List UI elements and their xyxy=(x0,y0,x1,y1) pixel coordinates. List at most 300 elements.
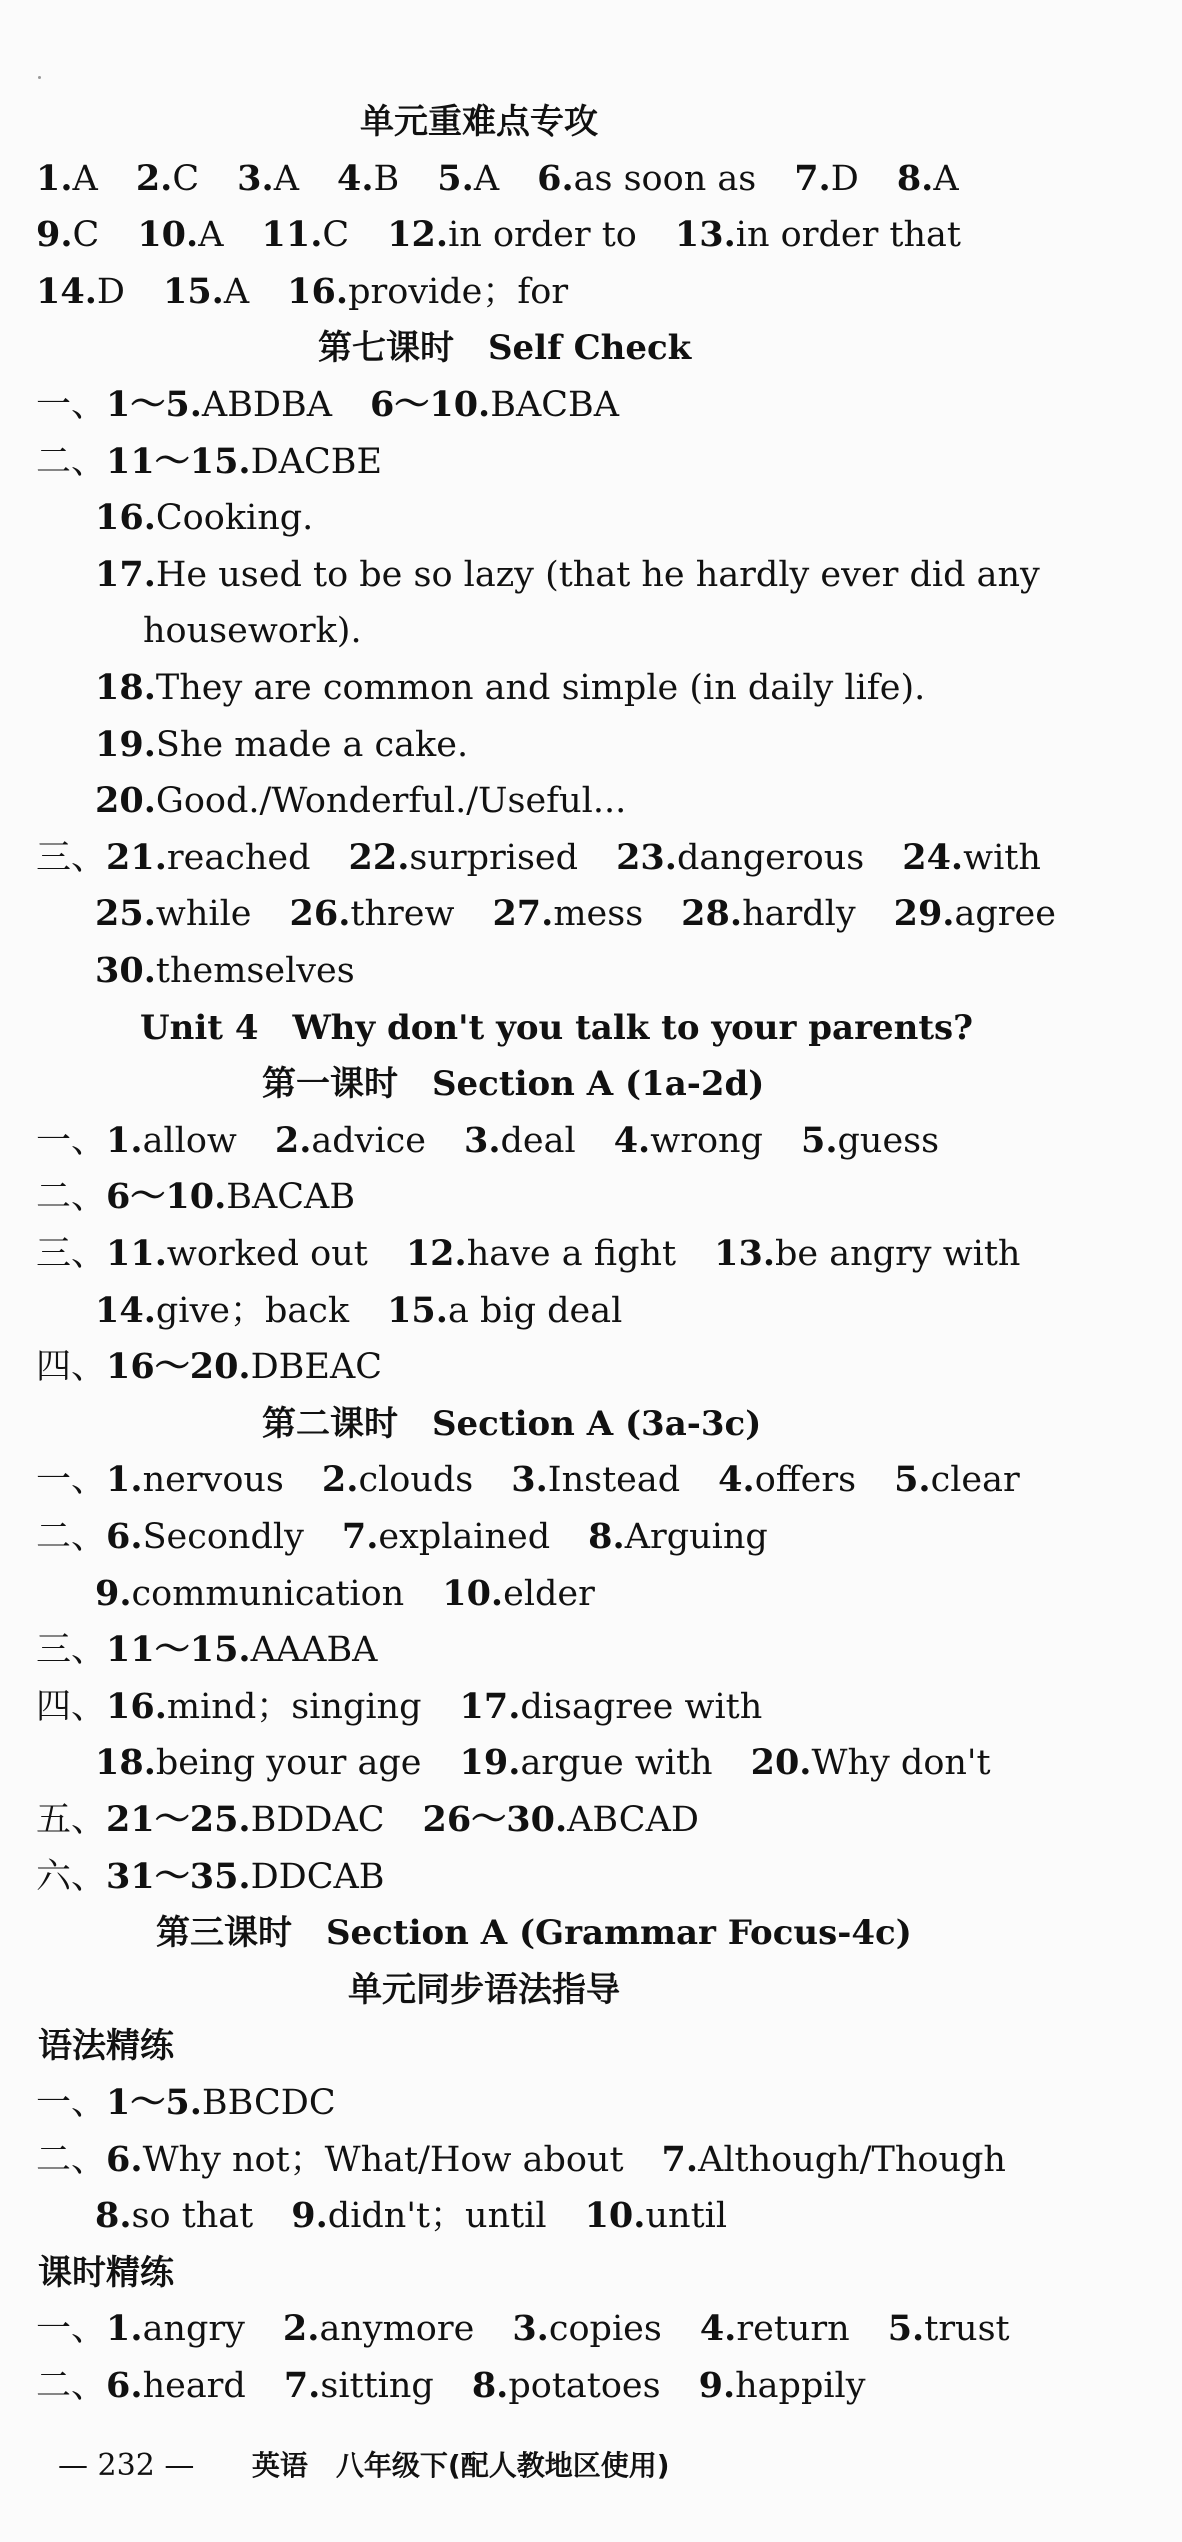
answer-item xyxy=(588,1517,768,1557)
question-number: 3. xyxy=(512,2308,549,2349)
answer-item xyxy=(902,838,1041,878)
question-number: 8. xyxy=(896,158,934,199)
question-number: 19. xyxy=(95,724,156,765)
answer-item xyxy=(349,838,579,878)
answer-text: Although/Though xyxy=(698,2140,1006,2180)
answer-line xyxy=(36,1679,1162,1735)
question-number: 6. xyxy=(106,1516,143,1557)
answer-item xyxy=(512,2309,662,2349)
answer-item xyxy=(36,215,99,255)
answer-text: provide；for xyxy=(348,272,569,312)
section-title-text: 单元同步语法指导 xyxy=(348,1970,620,2010)
answer-text: be angry with xyxy=(775,1234,1021,1274)
answer-item xyxy=(699,2366,866,2406)
answer-text: Why don't xyxy=(811,1743,991,1783)
question-number: 17. xyxy=(95,554,156,595)
answer-line xyxy=(95,547,1162,603)
question-number: 9. xyxy=(95,1573,132,1614)
answer-line xyxy=(95,2188,1162,2244)
question-number: 6. xyxy=(106,2365,143,2406)
answer-item xyxy=(511,1460,680,1500)
question-number: 30. xyxy=(95,950,156,991)
answer-text: surprised xyxy=(409,838,579,878)
answer-text: happily xyxy=(735,2366,866,2406)
question-number: 26. xyxy=(289,893,351,934)
answer-text: agree xyxy=(954,894,1056,934)
answer-text: C xyxy=(172,159,200,199)
part-marker: 二、 xyxy=(36,1177,107,1217)
answer-text: hardly xyxy=(742,894,856,934)
answer-text: trust xyxy=(924,2309,1010,2349)
section-title-text: Unit 4 Why don't you talk to your parents? xyxy=(140,1008,974,1048)
question-number: 3. xyxy=(511,1459,548,1500)
answer-line xyxy=(36,207,1162,263)
question-number: 2. xyxy=(274,1120,312,1161)
answer-item xyxy=(406,1234,676,1274)
answer-item xyxy=(370,385,619,425)
answer-text: didn't；until xyxy=(327,2196,547,2236)
question-number: 8. xyxy=(471,2365,509,2406)
answer-text: while xyxy=(155,894,252,934)
answer-item xyxy=(423,1800,699,1840)
answer-line xyxy=(95,1283,1162,1339)
question-number: 4. xyxy=(613,1120,651,1161)
answer-text: BBCDC xyxy=(201,2083,336,2123)
answer-line xyxy=(36,2301,1162,2357)
answer-item xyxy=(437,159,499,199)
question-number: 25. xyxy=(95,893,156,934)
answer-text: angry xyxy=(142,2309,245,2349)
question-number: 1～5. xyxy=(106,2082,202,2123)
part-marker: 五、 xyxy=(36,1800,107,1840)
answer-text: ABDBA xyxy=(201,385,332,425)
answer-item xyxy=(472,2366,661,2406)
answer-text: return xyxy=(736,2309,850,2349)
answer-item xyxy=(337,159,399,199)
part-marker: 二、 xyxy=(36,1517,107,1557)
part-marker: 二、 xyxy=(36,2366,107,2406)
answer-item xyxy=(136,159,199,199)
answer-text: A xyxy=(198,215,224,255)
question-number: 3. xyxy=(237,158,274,199)
answer-text: sitting xyxy=(320,2366,434,2406)
question-number: 4. xyxy=(336,158,374,199)
answer-line xyxy=(95,773,1162,829)
part-marker: 四、 xyxy=(36,1687,107,1727)
answer-item xyxy=(106,1177,355,1217)
question-number: 12. xyxy=(387,214,449,255)
question-number: 13. xyxy=(714,1233,776,1274)
answer-item xyxy=(537,159,756,199)
section-title xyxy=(0,1905,1182,1961)
answer-text: Arguing xyxy=(624,1517,768,1557)
question-number: 28. xyxy=(681,893,743,934)
answer-text: threw xyxy=(350,894,455,934)
answer-text: housework). xyxy=(143,611,362,651)
section-title xyxy=(0,320,1182,376)
answer-item xyxy=(322,1460,473,1500)
question-number: 14. xyxy=(36,271,97,312)
question-number: 10. xyxy=(584,2195,646,2236)
part-marker: 三、 xyxy=(36,1234,107,1274)
answer-item xyxy=(106,1630,377,1670)
answer-line xyxy=(36,151,1162,207)
question-number: 29. xyxy=(893,893,955,934)
answer-text: clear xyxy=(930,1460,1020,1500)
answer-item xyxy=(106,2366,246,2406)
answer-text: in order to xyxy=(448,215,637,255)
question-number: 5. xyxy=(894,1459,931,1500)
answer-item xyxy=(794,159,859,199)
question-number: 15. xyxy=(162,271,224,312)
answer-item xyxy=(106,1857,385,1897)
question-number: 1. xyxy=(106,1120,143,1161)
question-number: 4. xyxy=(718,1459,755,1500)
answer-line xyxy=(36,434,1162,490)
answer-text: communication xyxy=(131,1574,405,1614)
question-number: 5. xyxy=(800,1120,838,1161)
book-title: 英语 八年级下(配人教地区使用) xyxy=(251,2449,670,2482)
answer-text: D xyxy=(830,159,859,199)
subheading: 课时精练 xyxy=(38,2253,174,2293)
answer-item xyxy=(106,385,332,425)
question-number: 13. xyxy=(674,214,736,255)
answer-text: A xyxy=(933,159,959,199)
question-number: 17. xyxy=(459,1686,521,1727)
answer-item xyxy=(95,498,313,538)
part-marker: 一、 xyxy=(36,2083,107,2123)
question-number: 15. xyxy=(387,1290,448,1331)
answer-text: heard xyxy=(142,2366,246,2406)
page-number: — 232 — xyxy=(58,2448,195,2483)
answer-item xyxy=(95,951,355,991)
answer-text: give；back xyxy=(155,1291,350,1331)
answer-text: dangerous xyxy=(676,838,865,878)
answer-item xyxy=(442,1574,595,1614)
question-number: 16. xyxy=(106,1686,167,1727)
answer-text: argue with xyxy=(520,1743,713,1783)
answer-text: DDCAB xyxy=(250,1857,385,1897)
answer-text: anymore xyxy=(319,2309,475,2349)
answer-text: C xyxy=(322,215,350,255)
answer-text: A xyxy=(72,159,98,199)
answer-line xyxy=(95,660,1162,716)
answer-item xyxy=(275,1121,426,1161)
question-number: 6～10. xyxy=(369,384,491,425)
answer-text: nervous xyxy=(142,1460,284,1500)
answer-text: A xyxy=(273,159,299,199)
answer-item xyxy=(95,725,468,765)
question-number: 20. xyxy=(95,780,156,821)
answer-text: Secondly xyxy=(142,1517,304,1557)
answer-text: Good./Wonderful./Useful... xyxy=(155,781,627,821)
answer-item xyxy=(888,2309,1010,2349)
answer-item xyxy=(137,215,223,255)
answer-item xyxy=(464,1121,576,1161)
answer-text: worked out xyxy=(166,1234,368,1274)
answer-text: C xyxy=(72,215,100,255)
answer-text: She made a cake. xyxy=(155,725,469,765)
question-number: 2. xyxy=(321,1459,359,1500)
part-marker: 一、 xyxy=(36,1121,107,1161)
answer-item xyxy=(585,2196,727,2236)
answer-item xyxy=(342,1517,550,1557)
answer-text: being your age xyxy=(155,1743,422,1783)
answer-item xyxy=(106,2140,624,2180)
question-number: 5. xyxy=(887,2308,925,2349)
question-number: 12. xyxy=(405,1233,467,1274)
answer-text: offers xyxy=(754,1460,857,1500)
section-title-text: 第三课时 Section A (Grammar Focus-4c) xyxy=(156,1913,912,1953)
answer-item xyxy=(387,215,637,255)
answer-item xyxy=(616,838,864,878)
answer-line xyxy=(95,943,1162,999)
question-number: 1. xyxy=(106,2308,143,2349)
answer-text: He used to be so lazy (that he hardly ever did any xyxy=(155,555,1040,595)
answer-text: mind；singing xyxy=(166,1687,422,1727)
answer-text: with xyxy=(963,838,1041,878)
part-marker: 四、 xyxy=(36,1347,107,1387)
answer-line xyxy=(36,1452,1162,1508)
section-title xyxy=(0,1056,1182,1112)
answer-text: as soon as xyxy=(573,159,757,199)
question-number: 4. xyxy=(699,2308,737,2349)
question-number: 2. xyxy=(282,2308,320,2349)
answer-text: elder xyxy=(503,1574,595,1614)
question-number: 20. xyxy=(750,1742,812,1783)
answer-text: wrong xyxy=(650,1121,763,1161)
subheading: 语法精练 xyxy=(38,2026,174,2066)
question-number: 3. xyxy=(463,1120,501,1161)
answer-item xyxy=(106,1234,368,1274)
part-marker: 二、 xyxy=(36,442,107,482)
answer-item xyxy=(36,159,98,199)
question-number: 6. xyxy=(537,158,574,199)
answer-text: ABCAD xyxy=(567,1800,699,1840)
question-number: 21. xyxy=(106,837,167,878)
answer-line xyxy=(36,1622,1162,1678)
part-marker: 一、 xyxy=(36,1460,107,1500)
answer-line xyxy=(95,1566,1162,1622)
answer-line xyxy=(36,1226,1162,1282)
answer-item xyxy=(106,1121,237,1161)
answer-line xyxy=(36,1339,1162,1395)
answer-text: A xyxy=(223,272,250,312)
answer-item xyxy=(291,2196,546,2236)
section-title xyxy=(0,1000,1182,1056)
answer-item xyxy=(662,2140,1006,2180)
section-title xyxy=(0,1396,1182,1452)
question-number: 8. xyxy=(95,2195,132,2236)
answer-item xyxy=(36,272,125,312)
answer-item xyxy=(284,2366,434,2406)
answer-item xyxy=(714,1234,1020,1274)
question-number: 31～35. xyxy=(106,1856,251,1897)
part-marker: 三、 xyxy=(36,838,107,878)
answer-item xyxy=(681,894,855,934)
answer-text: copies xyxy=(548,2309,662,2349)
answer-text: AAABA xyxy=(250,1630,378,1670)
question-number: 16. xyxy=(287,271,349,312)
answer-text: A xyxy=(473,159,500,199)
answer-line xyxy=(36,377,1162,433)
answer-text: BACBA xyxy=(490,385,620,425)
answer-text: guess xyxy=(837,1121,940,1161)
answer-line xyxy=(36,2132,1162,2188)
answer-line xyxy=(95,886,1162,942)
question-number: 16～20. xyxy=(106,1346,251,1387)
question-number: 19. xyxy=(459,1742,521,1783)
answer-item xyxy=(614,1121,763,1161)
answer-text: themselves xyxy=(155,951,355,991)
answer-item xyxy=(460,1687,763,1727)
answer-item xyxy=(106,442,382,482)
answer-item xyxy=(106,838,310,878)
question-number: 7. xyxy=(661,2139,699,2180)
question-number: 24. xyxy=(902,837,964,878)
question-number: 10. xyxy=(442,1573,504,1614)
answer-text: a big deal xyxy=(447,1291,623,1331)
answer-item xyxy=(106,2309,245,2349)
answer-text: DACBE xyxy=(250,442,383,482)
question-number: 5. xyxy=(437,158,474,199)
answer-item xyxy=(237,159,299,199)
answer-line xyxy=(36,830,1162,886)
answer-text: until xyxy=(645,2196,728,2236)
answer-item xyxy=(95,894,252,934)
answer-item xyxy=(262,215,350,255)
section-title-text: 第七课时 Self Check xyxy=(318,328,692,368)
section-title xyxy=(0,94,1182,150)
answer-text: clouds xyxy=(358,1460,474,1500)
question-number: 22. xyxy=(348,837,410,878)
answer-line xyxy=(36,1169,1162,1225)
answer-item xyxy=(894,894,1056,934)
question-number: 1～5. xyxy=(106,384,202,425)
part-marker: 一、 xyxy=(36,385,107,425)
part-marker: 三、 xyxy=(36,1630,107,1670)
answer-item xyxy=(95,1743,422,1783)
answer-text: deal xyxy=(500,1121,576,1161)
answer-text: Instead xyxy=(547,1460,681,1500)
answer-line xyxy=(143,603,1162,659)
answer-item xyxy=(718,1460,856,1500)
part-marker: 六、 xyxy=(36,1857,107,1897)
answer-line xyxy=(36,264,1162,320)
section-title-text: 第一课时 Section A (1a-2d) xyxy=(262,1064,765,1104)
answer-item xyxy=(894,1460,1020,1500)
answer-text: in order that xyxy=(735,215,961,255)
answer-item xyxy=(95,668,925,708)
question-number: 1. xyxy=(106,1459,143,1500)
answer-item xyxy=(163,272,249,312)
question-number: 6. xyxy=(106,2139,143,2180)
question-number: 11. xyxy=(261,214,323,255)
answer-text: have a fight xyxy=(466,1234,677,1274)
answer-text: advice xyxy=(311,1121,426,1161)
answer-item xyxy=(801,1121,939,1161)
answer-line xyxy=(95,717,1162,773)
question-number: 9. xyxy=(36,214,73,255)
question-number: 26～30. xyxy=(422,1799,568,1840)
answer-line xyxy=(36,1849,1162,1905)
question-number: 14. xyxy=(95,1290,156,1331)
question-number: 18. xyxy=(95,667,156,708)
answer-item xyxy=(492,894,643,934)
question-number: 1. xyxy=(36,158,73,199)
question-number: 11～15. xyxy=(106,441,251,482)
question-number: 11～15. xyxy=(106,1629,251,1670)
answer-item xyxy=(95,781,626,821)
answer-text: They are common and simple (in daily life). xyxy=(155,668,926,708)
answer-item xyxy=(106,1800,385,1840)
answer-text: Cooking. xyxy=(155,498,314,538)
answer-item xyxy=(95,2196,253,2236)
answer-line xyxy=(95,490,1162,546)
page-footer xyxy=(58,2442,670,2490)
answer-item xyxy=(106,1517,304,1557)
answer-text: B xyxy=(373,159,400,199)
answer-text: DBEAC xyxy=(250,1347,383,1387)
answer-item xyxy=(95,555,1040,595)
part-marker: 一、 xyxy=(36,2309,107,2349)
question-number: 10. xyxy=(137,214,199,255)
answer-item xyxy=(106,1460,284,1500)
question-number: 9. xyxy=(291,2195,328,2236)
scan-speck xyxy=(38,76,41,79)
section-title xyxy=(0,1962,1182,2018)
question-number: 7. xyxy=(283,2365,321,2406)
answer-line xyxy=(95,1735,1162,1791)
answer-text: D xyxy=(96,272,125,312)
answer-item xyxy=(460,1743,713,1783)
answer-text: disagree with xyxy=(520,1687,763,1727)
answer-item xyxy=(287,272,568,312)
answer-item xyxy=(95,1291,349,1331)
part-marker: 二、 xyxy=(36,2140,107,2180)
answer-line xyxy=(36,1113,1162,1169)
answer-item xyxy=(675,215,961,255)
question-number: 21～25. xyxy=(106,1799,251,1840)
answer-item xyxy=(106,1347,382,1387)
section-title-text: 单元重难点专攻 xyxy=(360,102,598,142)
question-number: 7. xyxy=(341,1516,379,1557)
answer-item xyxy=(106,1687,421,1727)
answer-item xyxy=(387,1291,622,1331)
question-number: 23. xyxy=(616,837,677,878)
answer-line xyxy=(36,2075,1162,2131)
answer-item xyxy=(751,1743,991,1783)
answer-item xyxy=(106,2083,336,2123)
question-number: 27. xyxy=(492,893,554,934)
answer-item xyxy=(700,2309,850,2349)
answer-item xyxy=(290,894,455,934)
answer-text: mess xyxy=(553,894,644,934)
answer-item xyxy=(283,2309,474,2349)
section-title-text: 第二课时 Section A (3a-3c) xyxy=(262,1404,762,1444)
answer-line xyxy=(36,1792,1162,1848)
question-number: 2. xyxy=(135,158,173,199)
answer-line xyxy=(36,2358,1162,2414)
answer-text: potatoes xyxy=(508,2366,661,2406)
question-number: 7. xyxy=(794,158,831,199)
answer-text: so that xyxy=(131,2196,254,2236)
answer-text: explained xyxy=(378,1517,551,1557)
answer-text: BACAB xyxy=(226,1177,356,1217)
question-number: 16. xyxy=(95,497,156,538)
answer-line xyxy=(36,1509,1162,1565)
answer-item xyxy=(897,159,959,199)
